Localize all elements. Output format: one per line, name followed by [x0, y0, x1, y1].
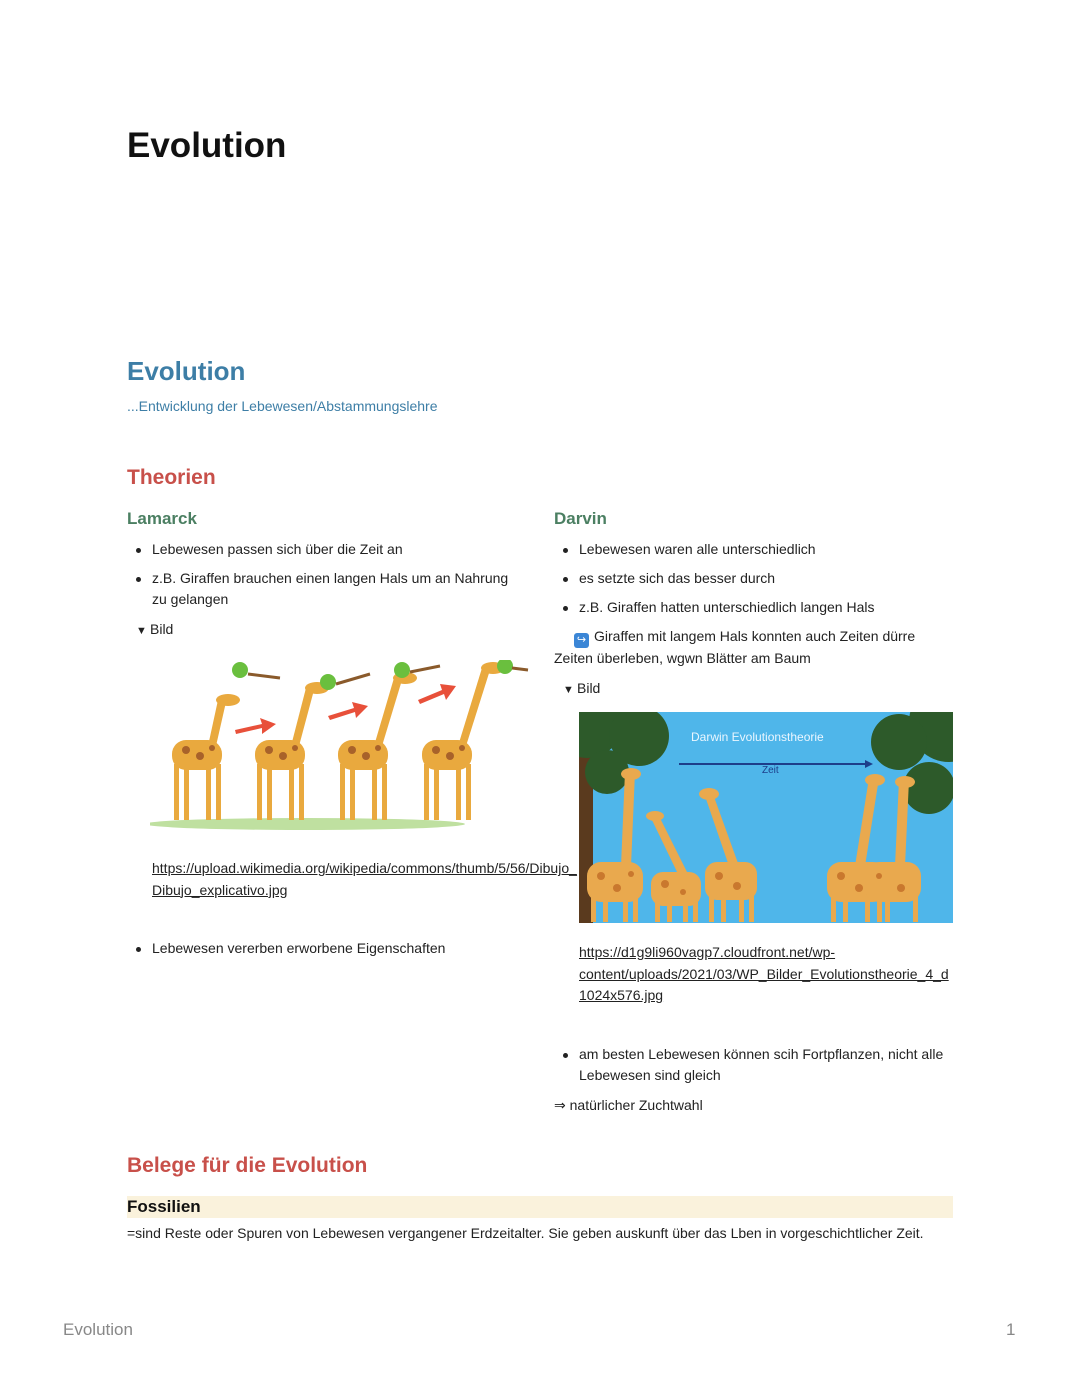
tree-icon [871, 712, 953, 814]
giraffe-icon [338, 672, 417, 820]
list-item: Lebewesen vererben erworbene Eigenschaften [127, 938, 527, 959]
list-item: Lebewesen passen sich über die Zeit an [127, 539, 527, 560]
giraffe-icon [172, 694, 240, 820]
lamarck-heading: Lamarck [127, 509, 197, 528]
arrow-icon [235, 684, 456, 734]
link-line[interactable]: https://upload.wikimedia.org/wikipedia/commons/thumb/5/56/Dibujo_ [152, 860, 577, 876]
list-item: Lebewesen waren alle unterschiedlich [554, 539, 954, 560]
leaf-icon [232, 660, 513, 690]
page-number: 1 [1006, 1320, 1016, 1339]
footer-title: Evolution [63, 1320, 133, 1339]
darvin-list-after [554, 1044, 954, 1086]
note-text: Giraffen mit langem Hals konnten auch Zeiten dürre [594, 628, 916, 644]
lamarck-column [127, 509, 577, 959]
toggle-label: Bild [577, 680, 601, 696]
belege-heading: Belege für die Evolution [127, 1154, 368, 1177]
note-text: Zeiten überleben, wgwn Blätter am Baum [554, 650, 811, 666]
theorien-heading: Theorien [127, 466, 216, 489]
link-line[interactable]: Dibujo_explicativo.jpg [152, 881, 288, 898]
list-item: es setzte sich das besser durch [554, 568, 954, 589]
giraffe-icon [422, 662, 505, 820]
lamarck-image-link[interactable] [152, 858, 577, 901]
darvin-arrow-note [554, 626, 954, 669]
darwin-evolution-image [579, 712, 953, 923]
darvin-image-toggle[interactable] [554, 678, 954, 701]
lamarck-list-after [127, 938, 527, 959]
lamarck-list [127, 539, 527, 610]
image-title: Darwin Evolutionstheorie [691, 730, 824, 744]
lamarck-giraffe-image [150, 660, 530, 840]
list-item: z.B. Giraffen hatten unterschiedlich langen Hals [554, 597, 954, 618]
section-title: Evolution [127, 356, 246, 386]
triangle-down-icon: ▼ [563, 684, 574, 696]
image-axis-label: Zeit [762, 765, 779, 776]
fossilien-text: =sind Reste oder Spuren von Lebewesen vergangener Erdzeitalter. Sie geben auskunft über das Lben in vorgeschichtlicher Zeit. [127, 1225, 924, 1241]
link-line[interactable]: 1024x576.jpg [579, 987, 664, 1003]
toggle-label: Bild [150, 621, 174, 637]
link-line[interactable]: https://d1g9li960vagp7.cloudfront.net/wp- [579, 944, 836, 960]
fossilien-heading: Fossilien [127, 1197, 201, 1216]
triangle-down-icon: ▼ [136, 625, 147, 637]
fossilien-callout-background [127, 1196, 953, 1218]
darvin-column [554, 509, 954, 1116]
list-item: am besten Lebewesen können scih Fortpflanzen, nicht alle Lebewesen sind gleich [554, 1044, 954, 1086]
link-line[interactable]: content/uploads/2021/03/WP_Bilder_Evolutionstheorie_4_d [579, 965, 949, 982]
darvin-list [554, 539, 954, 618]
darvin-heading: Darvin [554, 509, 607, 528]
conclusion-text: ⇒ natürlicher Zuchtwahl [554, 1096, 703, 1113]
list-item: z.B. Giraffen brauchen einen langen Hals um an Nahrung zu gelangen [127, 568, 517, 610]
giraffe-icon [255, 682, 329, 820]
section-subtitle: ...Entwicklung der Lebewesen/Abstammungslehre [127, 398, 438, 414]
document-title: Evolution [127, 126, 287, 165]
return-arrow-icon: ↪ [574, 633, 589, 648]
lamarck-image-toggle[interactable] [127, 619, 527, 642]
darvin-image-link[interactable] [579, 942, 953, 1007]
